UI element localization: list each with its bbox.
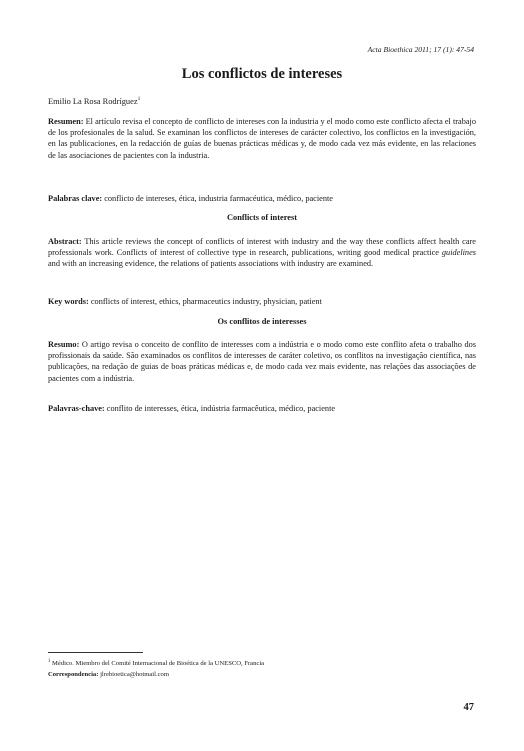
spanish-abstract-text: El artículo revisa el concepto de conflicto de intereses con la industria y el modo como este conflicto afecta el trabajo de los profesionales de la salud. Se examinan los conflictos de intereses de carácter colectivo, los conflictos en la investigación, en las publicaciones, en la redacción de guías de buenas prácticas médicas y, de modo cada vez más evidente, en las relaciones de las asociaciones de pacientes con la industria. — [48, 117, 476, 160]
spanish-abstract — [48, 116, 476, 161]
footnote-correspondence-email: jlrebioetica@hotmail.com — [98, 671, 169, 678]
portuguese-abstract-label: Resumo: — [48, 340, 80, 349]
portuguese-keywords-text: conflito de interesses, ética, indústria farmacêutica, médico, paciente — [104, 404, 336, 413]
english-keywords — [48, 296, 476, 307]
english-abstract-italic: guidelines — [441, 248, 476, 258]
author-name: Emilio La Rosa Rodríguez — [48, 97, 138, 106]
english-keywords-text: conflicts of interest, ethics, pharmaceutics industry, physician, patient — [88, 297, 322, 306]
english-keywords-label: Key words: — [48, 297, 89, 306]
author-footnote-mark: 1 — [137, 96, 141, 103]
english-abstract — [48, 236, 476, 270]
footnote-affiliation — [48, 659, 264, 668]
portuguese-keywords — [48, 403, 476, 414]
english-heading: Conflicts of interest — [226, 213, 298, 222]
portuguese-abstract — [48, 339, 476, 384]
portuguese-heading: Os conflitos de interesses — [217, 317, 307, 326]
spanish-keywords — [48, 193, 476, 204]
footnote-affiliation-text: Médico. Miembro del Comité Internacional de Bioética de la UNESCO, Francia — [50, 660, 265, 667]
article-title: Los conflictos de intereses — [181, 66, 343, 82]
spanish-keywords-label: Palabras clave: — [48, 194, 103, 203]
journal-reference: Acta Bioethica 2011; 17 (1): 47-54 — [367, 45, 474, 54]
english-abstract-label: Abstract: — [48, 237, 82, 246]
spanish-keywords-text: conflicto de intereses, ética, industria farmacéutica, médico, paciente — [102, 194, 333, 203]
footnote-divider — [48, 652, 143, 653]
footnote-correspondence — [48, 670, 169, 679]
portuguese-abstract-text: O artigo revisa o conceito de conflito de interesses com a indústria e o modo como este conflito afeta o trabalho dos profissionais da saúde. São examinados os conflitos de interesses de caráter coletivo, os conflitos na investigação científica, nas publicações, na redação de guias de boas práticas médicas e, de modo cada vez mais evidente, nas relações das associações de pacientes com a indústria. — [48, 340, 476, 383]
portuguese-keywords-label: Palavras-chave: — [48, 404, 105, 413]
english-abstract-text-2: and with an increasing evidence, the relations of patients associations with industry are examined. — [48, 259, 374, 269]
footnote-correspondence-label: Correspondencia: — [48, 671, 99, 678]
spanish-abstract-label: Resumen: — [48, 117, 84, 126]
english-abstract-text-1: This article reviews the concept of conflicts of interest with industry and the way these conflicts affect health care professionals work. Conflicts of interest of collective type in research, publications, writing good medical practice — [48, 237, 476, 258]
author-line — [48, 97, 140, 106]
page-number: 47 — [463, 702, 474, 713]
footnote-mark: 1 — [48, 658, 51, 664]
